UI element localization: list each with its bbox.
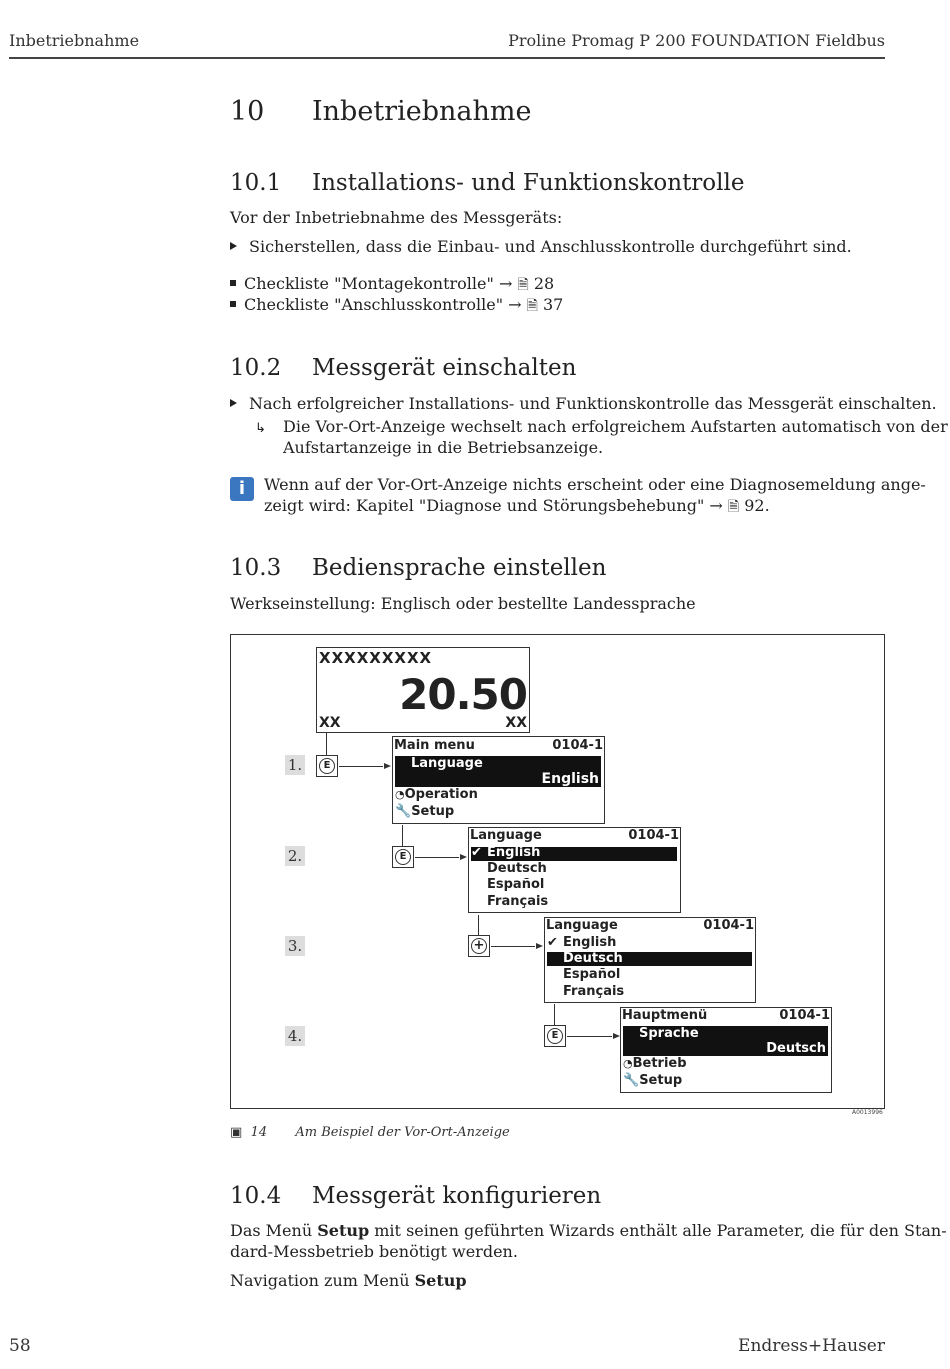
figure-caption: ▣ 14 Am Beispiel der Vor-Ort-Anzeige	[230, 1125, 510, 1140]
enter-key-icon[interactable]: E	[392, 846, 414, 868]
s104-para-1: Das Menü Setup mit seinen geführten Wizards enthält alle Parameter, die für den Stan-	[230, 1221, 947, 1240]
screen-hauptmenu: Hauptmenü 0104-1 Sprache Deutsch ◔Betrieb 🔧Setup	[620, 1007, 832, 1093]
s102-result: ↳ Die Vor-Ort-Anzeige wechselt nach erfolgreichem Aufstarten automatisch von der	[255, 416, 948, 439]
brand-name: Endress+Hauser	[738, 1336, 885, 1356]
running-header-left: Inbetriebnahme	[9, 31, 140, 50]
note-line-2[interactable]: zeigt wird: Kapitel "Diagnose und Störungsbehebung" → 🗎 92.	[264, 496, 770, 515]
gauge-icon: ◔	[395, 788, 405, 801]
s103-intro: Werkseinstellung: Englisch oder bestellte Landessprache	[230, 594, 696, 613]
figure-id: A0013996	[852, 1109, 883, 1116]
setup-item: 🔧Setup	[395, 804, 455, 819]
checklist-item-2[interactable]: Checkliste "Anschlusskontrolle" → 🗎 37	[230, 294, 563, 317]
selected-item: Language English	[395, 756, 601, 787]
s102-step: Nach erfolgreicher Installations- und Funktionskontrolle das Messgerät einschalten.	[230, 393, 937, 414]
step-marker-icon	[230, 399, 237, 407]
figure-frame	[230, 634, 885, 1109]
s104-para-1-cont: dard-Messbetrieb benötigt werden.	[230, 1242, 518, 1261]
step-4-label: 4.	[285, 1026, 305, 1046]
header-rule	[9, 57, 885, 59]
display-right-unit: XX	[505, 715, 527, 731]
running-header-right: Proline Promag P 200 FOUNDATION Fieldbus	[508, 31, 885, 50]
step-1-label: 1.	[285, 755, 305, 775]
checkmark-icon: ✔	[547, 935, 558, 950]
step-marker-icon	[230, 242, 237, 250]
betrieb-item: ◔Betrieb	[623, 1056, 687, 1071]
figure-icon: ▣	[230, 1125, 243, 1140]
bullet-icon	[230, 301, 236, 307]
step-2-label: 2.	[285, 846, 305, 866]
setup-item: 🔧Setup	[623, 1073, 683, 1088]
page-ref-icon: 🗎	[727, 499, 740, 515]
checkmark-icon: ✔	[471, 845, 482, 860]
page-number: 58	[9, 1336, 31, 1356]
enter-key-icon[interactable]: E	[544, 1025, 566, 1047]
s104-para-2: Navigation zum Menü Setup	[230, 1271, 467, 1290]
section-10-4-title: 10.4 Messgerät konfigurieren	[230, 1183, 602, 1209]
measurement-display	[316, 647, 530, 733]
section-10-3-title: 10.3 Bediensprache einstellen	[230, 555, 607, 581]
plus-key-icon[interactable]: +	[468, 935, 490, 957]
note-line-1: Wenn auf der Vor-Ort-Anzeige nichts erscheint oder eine Diagnosemeldung ange-	[264, 475, 926, 494]
step-3-label: 3.	[285, 936, 305, 956]
wrench-icon: 🔧	[623, 1073, 640, 1088]
display-value: 20.50	[399, 670, 527, 719]
screen-main-menu: Main menu 0104-1 Language English ◔Operation 🔧Setup	[392, 736, 605, 824]
bullet-icon	[230, 280, 236, 286]
wrench-icon: 🔧	[395, 804, 412, 819]
page-ref-icon: 🗎	[517, 277, 529, 293]
screen-language-1: Language 0104-1 ✔ English Deutsch Español Français	[468, 827, 681, 913]
s101-step: Sicherstellen, dass die Einbau- und Anschlusskontrolle durchgeführt sind.	[230, 236, 852, 257]
page-ref-icon: 🗎	[526, 298, 538, 314]
section-10-1-title: 10.1 Installations- und Funktionskontrolle	[230, 170, 745, 196]
result-arrow-icon: ↳	[255, 421, 266, 436]
section-10-2-title: 10.2 Messgerät einschalten	[230, 355, 577, 381]
screen-language-2: Language 0104-1 ✔ English Deutsch Español Français	[544, 917, 756, 1003]
display-tag: XXXXXXXXX	[319, 649, 433, 667]
checklist-item-1[interactable]: Checkliste "Montagekontrolle" → 🗎 28	[230, 273, 554, 296]
s101-intro: Vor der Inbetriebnahme des Messgeräts:	[230, 208, 563, 227]
s102-result-cont: Aufstartanzeige in die Betriebsanzeige.	[283, 438, 604, 457]
enter-key-icon[interactable]: E	[316, 755, 338, 777]
display-left-unit: XX	[319, 715, 341, 731]
selected-item: Sprache Deutsch	[623, 1026, 828, 1056]
operation-item: ◔Operation	[395, 787, 478, 802]
chapter-title: 10 Inbetriebnahme	[230, 96, 532, 127]
gauge-icon: ◔	[623, 1057, 633, 1070]
info-icon: i	[230, 477, 254, 501]
